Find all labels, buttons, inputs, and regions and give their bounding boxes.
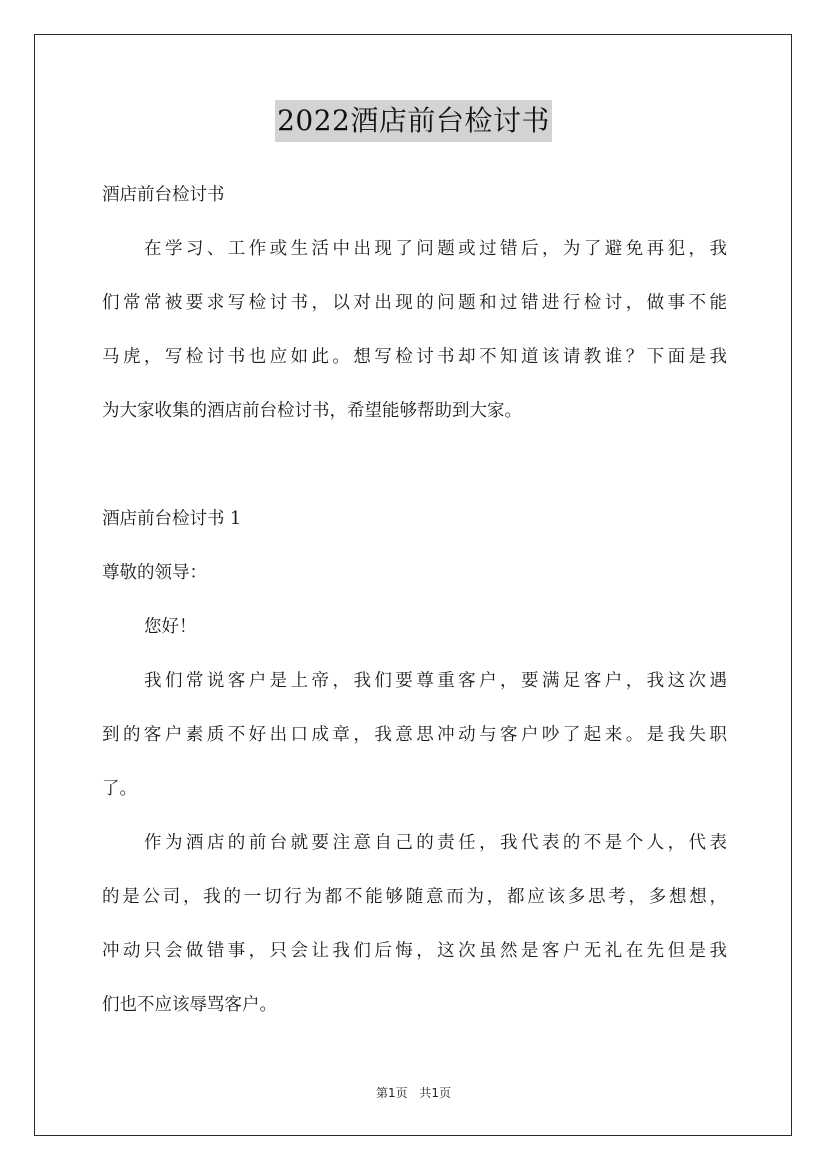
paragraph-line: 我们常说客户是上帝，我们要尊重客户，要满足客户，我这次遇 [144, 671, 727, 691]
paragraph-line: 们也不应该辱骂客户。 [102, 995, 277, 1015]
intro-line: 马虎，写检讨书也应如此。想写检讨书却不知道该请教谁？下面是我 [102, 347, 727, 367]
greeting: 您好！ [144, 617, 197, 637]
intro-line: 在学习、工作或生活中出现了问题或过错后，为了避免再犯，我 [144, 239, 727, 259]
paragraph-line: 了。 [102, 779, 137, 799]
paragraph-line: 到的客户素质不好出口成章，我意思冲动与客户吵了起来。是我失职 [102, 725, 727, 745]
page-number: 第1页 [375, 1086, 408, 1100]
paragraph-gap [102, 438, 727, 492]
page-total: 共1页 [419, 1086, 452, 1100]
paragraph-line: 作为酒店的前台就要注意自己的责任，我代表的不是个人，代表 [144, 833, 727, 853]
page-footer [0, 1084, 827, 1101]
salutation: 尊敬的领导： [102, 563, 207, 583]
paragraph-line: 的是公司，我的一切行为都不能够随意而为，都应该多思考，多想想， [102, 887, 727, 907]
subtitle: 酒店前台检讨书 [102, 185, 225, 205]
document-body [102, 168, 727, 1032]
intro-line: 为大家收集的酒店前台检讨书，希望能够帮助到大家。 [102, 401, 522, 421]
intro-line: 们常常被要求写检讨书，以对出现的问题和过错进行检讨，做事不能 [102, 293, 727, 313]
section-heading: 酒店前台检讨书 1 [102, 509, 242, 529]
title-container [0, 100, 827, 142]
paragraph-line: 冲动只会做错事，只会让我们后悔，这次虽然是客户无礼在先但是我 [102, 941, 727, 961]
document-title: 2022酒店前台检讨书 [275, 100, 552, 142]
